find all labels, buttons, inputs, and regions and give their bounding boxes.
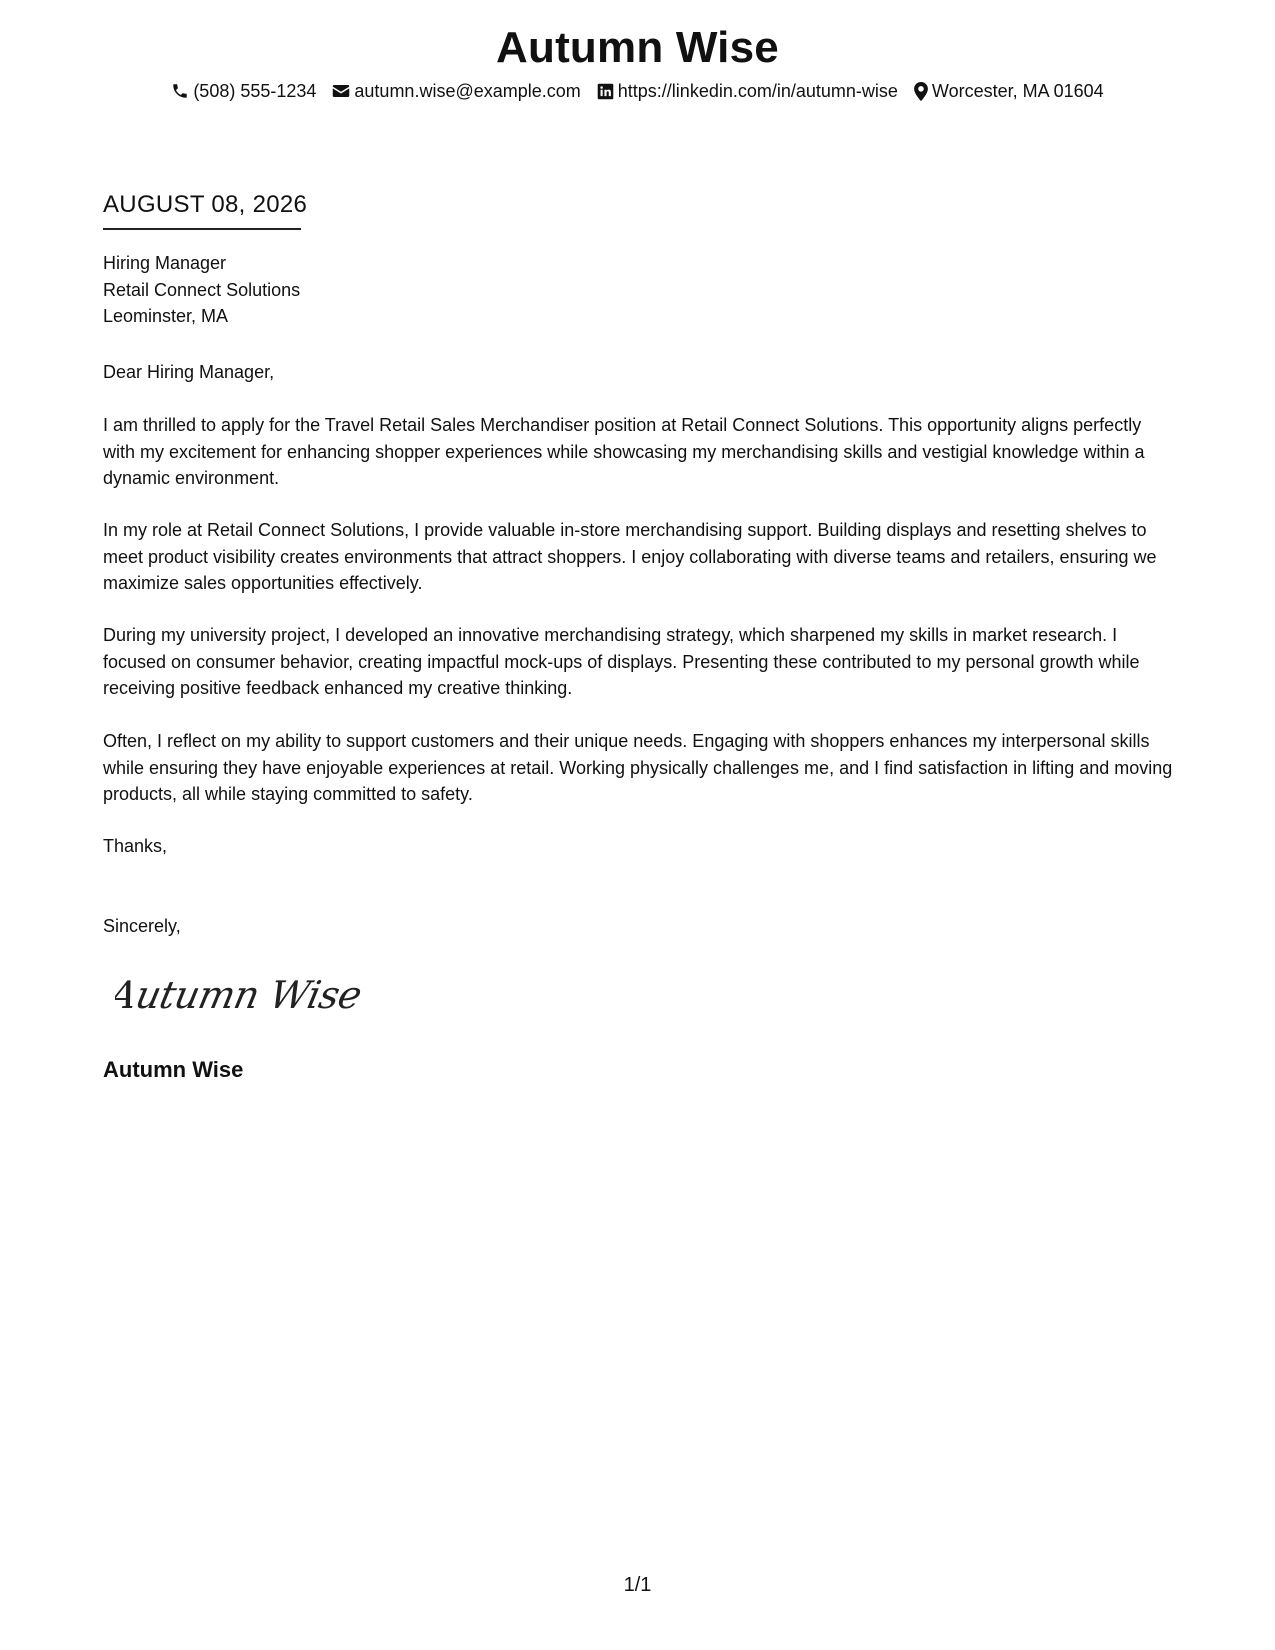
thanks-line: Thanks,	[103, 836, 168, 856]
page-number: 1/1	[623, 1574, 652, 1596]
phone-icon	[171, 82, 189, 100]
letter-date: AUGUST 08, 2026	[103, 191, 308, 218]
contact-bar	[0, 79, 1275, 103]
body-paragraph: In my role at Retail Connect Solutions, I provide valuable in-store merchandising support. Building displays and resetting shelves to meet product visibility creates environments that attract shoppers. I enjoy collaborating with diverse teams and retailers, ensuring we maximize sales opportunities effectively.	[103, 520, 1157, 593]
body-paragraph: Often, I reflect on my ability to support customers and their unique needs. Engaging with shoppers enhances my interpersonal skills while ensuring they have enjoyable experiences at retail. Working physically challenges me, and I find satisfaction in lifting and moving products, all while staying committed to safety.	[103, 731, 1173, 804]
signature-glyphs: Autumn Wise	[115, 973, 365, 1018]
salutation: Dear Hiring Manager,	[103, 362, 275, 382]
recipient-block	[103, 250, 300, 330]
recipient-company: Retail Connect Solutions	[103, 279, 301, 300]
body-paragraph: I am thrilled to apply for the Travel Retail Sales Merchandiser position at Retail Connect Solutions. This opportunity aligns perfectly with my excitement for enhancing shopper experiences while showcasing my merchandising skills and vestigial knowledge within a dynamic environment.	[103, 415, 1145, 488]
closing-line: Sincerely,	[103, 916, 181, 936]
phone-text: (508) 555-1234	[193, 81, 317, 101]
contact-linkedin	[597, 79, 898, 103]
envelope-icon	[332, 83, 350, 99]
email-text: autumn.wise@example.com	[354, 81, 581, 101]
contact-email	[332, 79, 580, 103]
map-pin-icon	[914, 82, 928, 101]
contact-phone	[171, 79, 316, 103]
date-underline	[103, 228, 301, 230]
linkedin-text: https://linkedin.com/in/autumn-wise	[617, 81, 898, 101]
recipient-location: Leominster, MA	[103, 306, 229, 326]
signer-name: Autumn Wise	[103, 1057, 244, 1082]
recipient-title: Hiring Manager	[103, 253, 227, 273]
contact-location	[914, 79, 1104, 103]
handwritten-signature	[115, 960, 365, 1030]
location-text: Worcester, MA 01604	[931, 81, 1104, 101]
body-paragraph: During my university project, I developed an innovative merchandising strategy, which sharpened my skills in market research. I focused on consumer behavior, creating impactful mock-ups of displays. Presenting these contributed to my personal growth while receiving positive feedback enhanced my creative thinking.	[103, 625, 1140, 698]
applicant-name: Autumn Wise	[496, 23, 779, 72]
linkedin-icon	[597, 83, 614, 100]
